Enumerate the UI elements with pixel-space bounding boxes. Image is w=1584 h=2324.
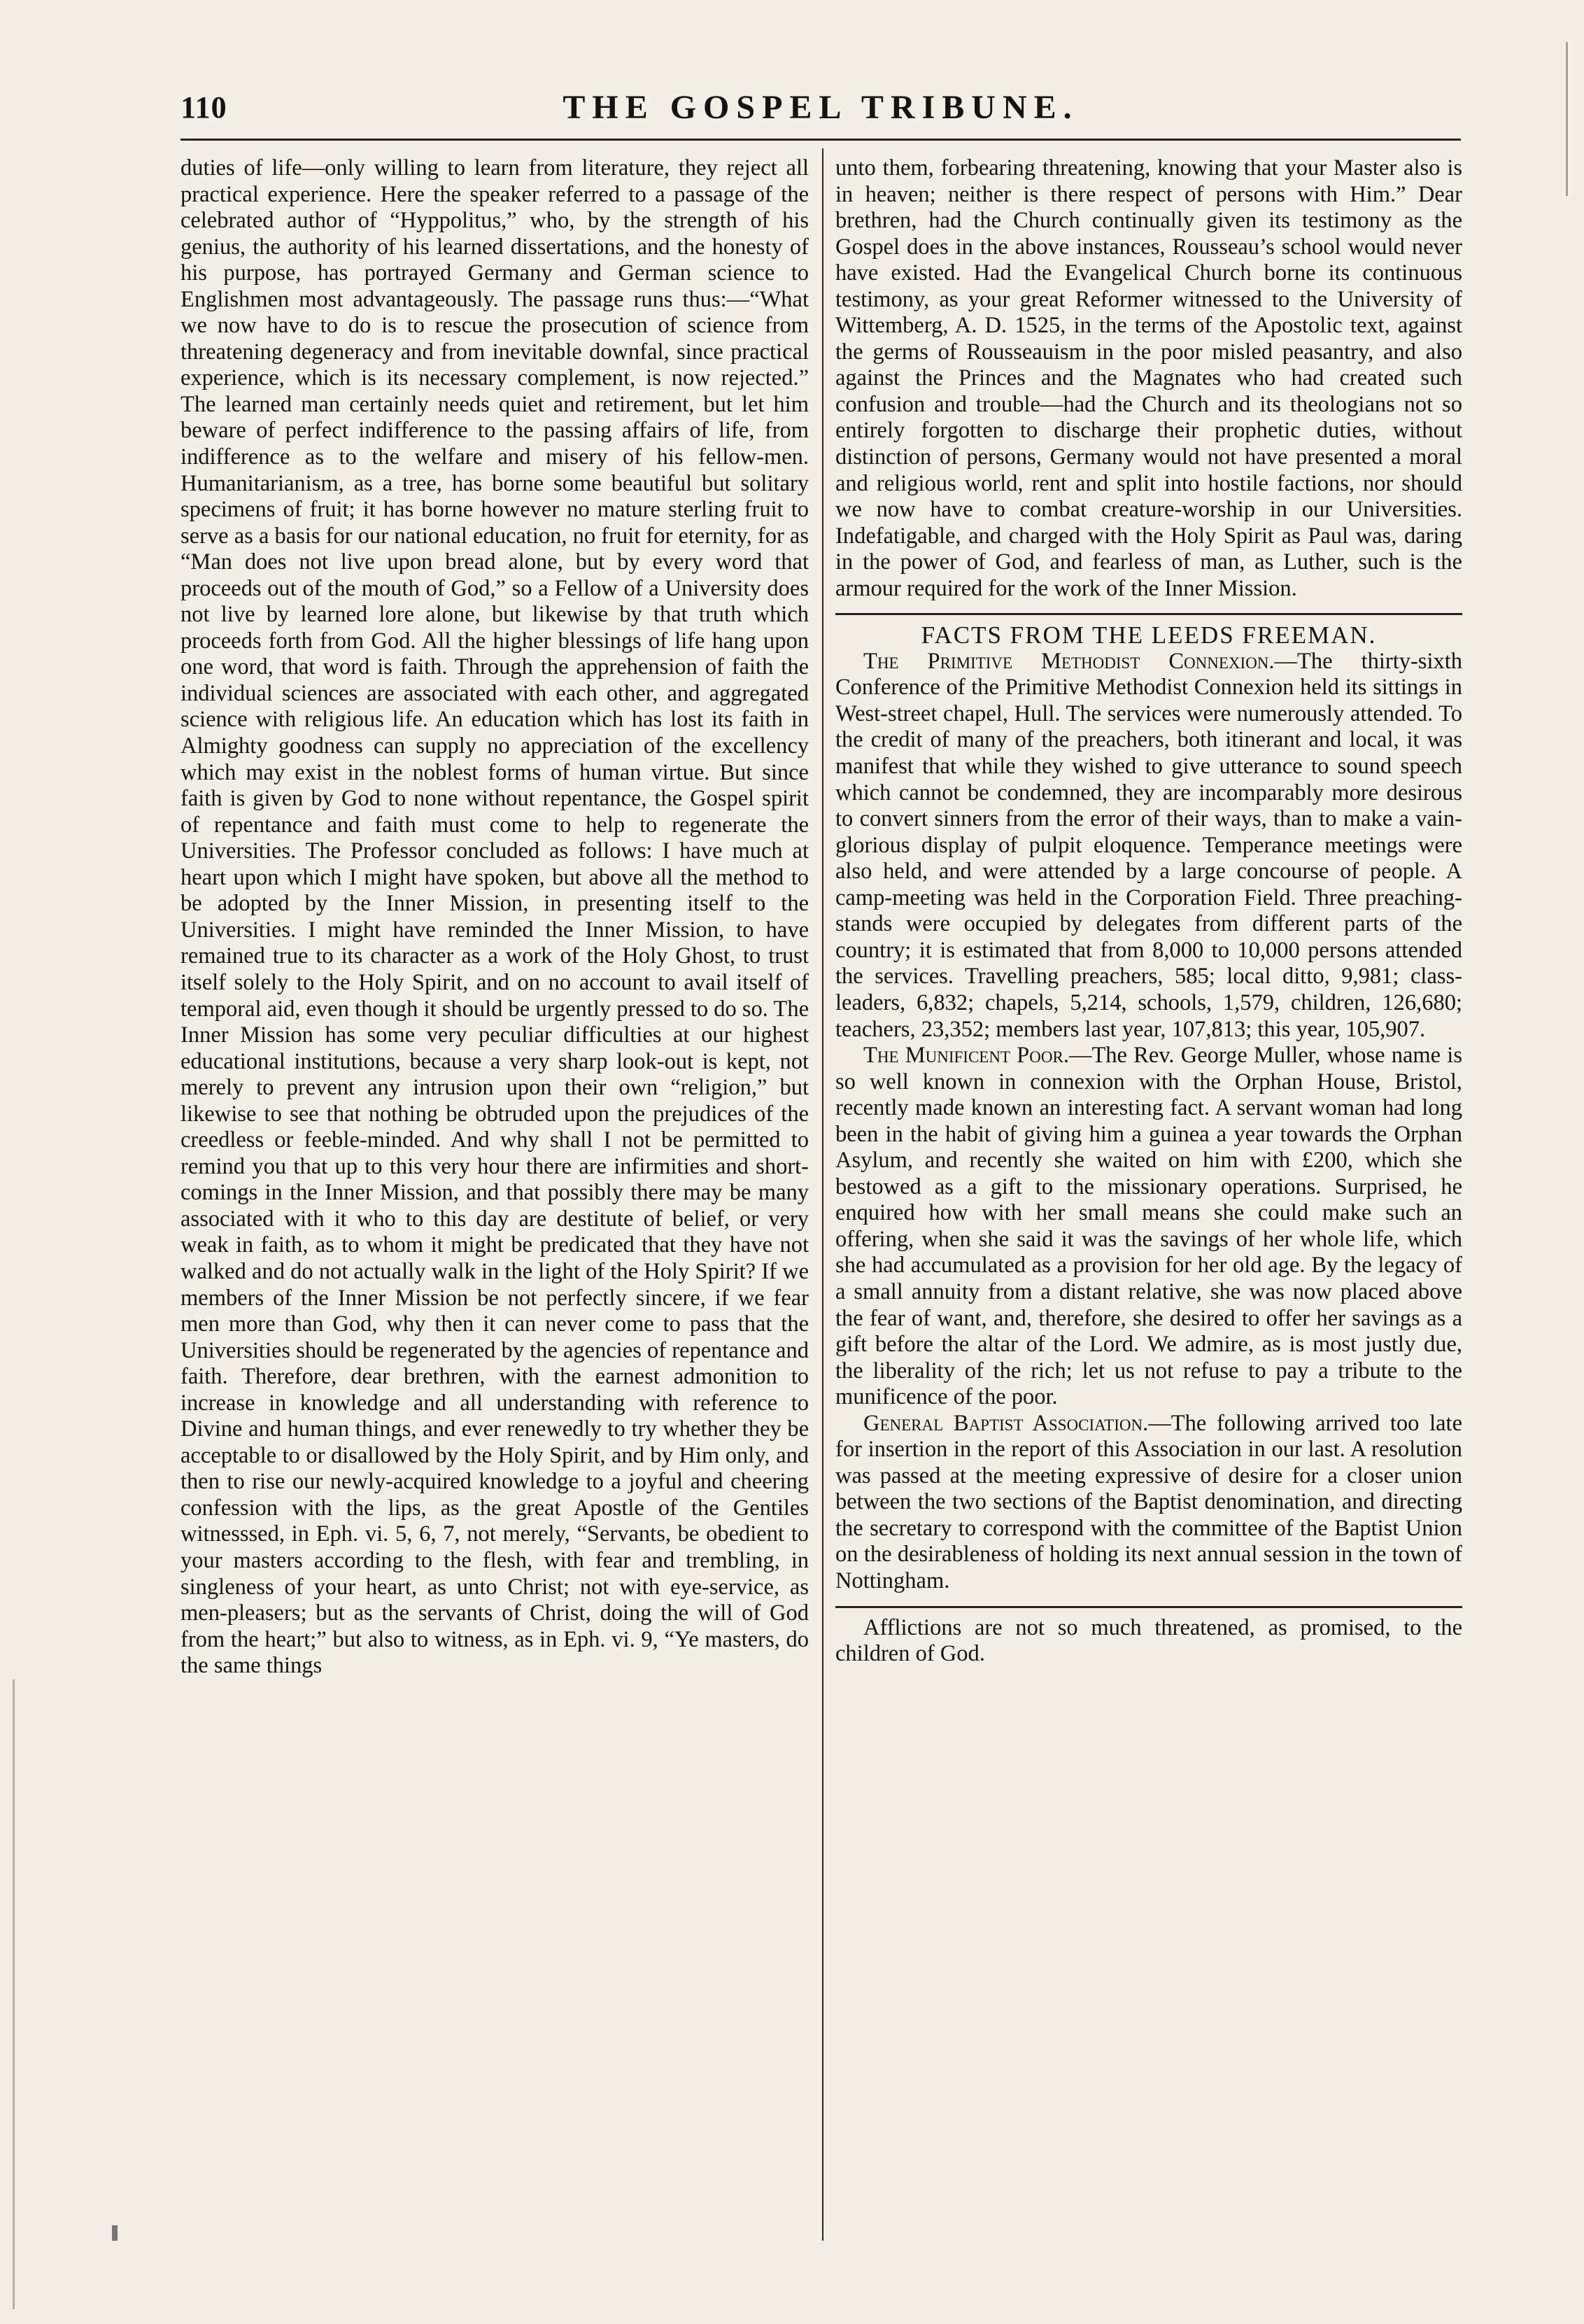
news-item-body: —The Rev. George Muller, whose name is so well known in connexion with the Orphan House, Bristol, recently made known an interesting fact. A servant woman had long been in the habit of giving him a guinea a year towards the Orphan Asylum, and recently she waited on him with £200, which she bestowed as a gift to the missionary operations. Surprised, he enquired how with her small means she could make such an offering, when she said it was the savings of her whole life, which she had accumulated as a provision for her old age. By the legacy of a small annuity from a distant relative, she was now placed above the fear of want, and, therefore, she desired to offer her savings as a gift before the altar of the Lord. We admire, as is most justly due, the liberality of the rich; let us not refuse to pay a tribute to the munificence of the poor. xyxy=(835,1043,1462,1410)
continuation-text: unto them, forbearing threatening, knowing that your Master also is in heaven; neither is there respect of persons with Him.” Dear brethren, had the Church continually given its testimony as the Gospel does in the above instances, Rousseau’s school would never have existed. Had the Evangelical Church borne its continuous testimony, as your great Reformer witnessed to the University of Wittemberg, A. D. 1525, in the terms of the Apostolic text, against the germs of Rousseauism in the poor misled peasantry, and also against the Princes and the Magnates who had created such confusion and trouble—had the Church and its theologians not so entirely forgotten to discharge their prophetic duties, without distinction of persons, Germany would not have presented a moral and religious world, rent and split into hostile factions, nor should we now have to combat creature-worship in our Universities. Indefatigable, and charged with the Holy Spirit as Paul was, daring in the power of God, and fearless of man, as Luther, such is the armour required for the work of the Inner Mission. xyxy=(835,155,1462,601)
left-column xyxy=(181,155,809,2241)
closing-text: Afflictions are not so much threatened, as promised, to the children of God. xyxy=(835,1614,1462,1667)
margin-mark-left xyxy=(13,1679,15,2309)
section-title: FACTS FROM THE LEEDS FREEMAN. xyxy=(921,621,1377,649)
news-item xyxy=(835,1411,1462,1595)
news-item-lead: The Munificent Poor. xyxy=(863,1043,1069,1069)
section-rule-bottom xyxy=(835,1606,1462,1608)
running-title: THE GOSPEL TRIBUNE. xyxy=(563,89,1079,126)
column-divider xyxy=(822,148,823,2241)
page-header xyxy=(181,83,1461,132)
margin-mark-dot xyxy=(112,2225,118,2241)
right-column xyxy=(835,155,1462,2241)
header-rule xyxy=(181,139,1461,141)
left-column-text: duties of life—only willing to learn from literature, they reject all practical experience. Here the speaker referred to a passage of the celebrated author of “Hyppolitus,” who, by the strength of his genius, the authority of his learned dissertations, and the honesty of his purpose, has portrayed Germany and German science to Englishmen most advantageously. The passage runs thus:—“What we now have to do is to rescue the prosecution of science from threatening degeneracy and from inevitable downfal, since practical experience, which is its necessary complement, is now rejected.” The learned man certainly needs quiet and retirement, but let him beware of perfect indifference to the passing affairs of life, from indifference as to the welfare and misery of his fellow-men. Humanitarianism, as a tree, has borne some beautiful but solitary specimens of fruit; it has borne however no mature sterling fruit to serve as a basis for our national education, no fruit for eternity, for as “Man does not live upon bread alone, but by every word that proceeds out of the mouth of God,” so a Fellow of a University does not live by learned lore alone, but likewise by that truth which proceeds forth from God. All the higher blessings of life hang upon one word, that word is faith. Through the apprehension of faith the individual sciences are associated with each other, and aggregated science with religious life. An education which has lost its faith in Almighty goodness can supply no appreciation of the excellency which may exist in the noblest forms of human virtue. But since faith is given by God to none without repentance, the Gospel spirit of repentance and faith must come to help to regenerate the Universities. The Professor concluded as follows: I have much at heart upon which I might have spoken, but above all the method to be adopted by the Inner Mission, in presenting itself to the Universities. I might have reminded the Inner Mission, to have remained true to its character as a work of the Holy Ghost, to trust itself solely to the Holy Spirit, and on no account to avail itself of temporal aid, even though it should be urgently pressed to do so. The Inner Mission has some very peculiar difficulties at our highest educational institutions, because a very sharp look-out is kept, not merely to prevent any intrusion upon their own “religion,” but likewise to see that nothing be obtruded upon the prejudices of the creedless or feeble-minded. And why shall I not be permitted to remind you that up to this very hour there are infirmities and short-comings in the Inner Mission, and that possibly there may be many associated with it who to this day are destitute of belief, or very weak in faith, as to whom it might be predicated that they have not walked and do not actually walk in the light of the Holy Spirit? If we members of the Inner Mission be not perfectly sincere, if we fear men more than God, why then it can never come to pass that the Universities should be regenerated by the agencies of repentance and faith. Therefore, dear brethren, with the earnest admonition to increase in knowledge and all understanding with reference to Divine and human things, and ever renewedly to try whether they be acceptable to or disallowed by the Holy Spirit, and by Him only, and then to rise our newly-acquired knowledge to a joyful and cheering confession with the lips, as the great Apostle of the Gentiles witnesssed, in Eph. vi. 5, 6, 7, not merely, “Servants, be obedient to your masters according to the flesh, with fear and trembling, in singleness of your heart, as unto Christ; not with eye-service, as men-pleasers; but as the servants of Christ, doing the will of God from the heart;” but also to witness, as in Eph. vi. 9, “Ye masters, do the same things xyxy=(181,155,809,1679)
news-item-lead: General Baptist Association. xyxy=(863,1410,1149,1436)
news-item xyxy=(835,1043,1462,1411)
section-rule-top xyxy=(835,613,1462,615)
news-item-lead: The Primitive Methodist Connexion. xyxy=(863,648,1275,674)
page-number: 110 xyxy=(181,90,227,125)
news-item-body: —The thirty-sixth Conference of the Primitive Methodist Connexion held its sittings in West-street chapel, Hull. The services were numerously attended. To the credit of many of the preachers, both itinerant and local, it was manifest that while they wished to give utterance to sound speech which cannot be condemned, they are incomparably more desirous to convert sinners from the error of their ways, than to make a vain-glorious display of pulpit eloquence. Temperance meetings were also held, and were attended by a large concourse of people. A camp-meeting was held in the Corporation Field. Three preaching-stands were occupied by delegates from different parts of the country; it is estimated that from 8,000 to 10,000 persons attended the services. Travelling preachers, 585; local ditto, 9,981; class-leaders, 6,832; chapels, 5,214, schools, 1,579, children, 126,680; teachers, 23,352; members last year, 107,813; this year, 105,907. xyxy=(835,648,1462,1042)
margin-mark-right xyxy=(1566,42,1568,196)
news-item xyxy=(835,649,1462,1043)
news-item-body: —The following arrived too late for insertion in the report of this Association in our last. A resolution was passed at the meeting expressive of desire for a closer union between the two sections of the Baptist denomination, and directing the secretary to correspond with the committee of the Baptist Union on the desirableness of holding its next annual session in the town of Nottingham. xyxy=(835,1410,1462,1593)
